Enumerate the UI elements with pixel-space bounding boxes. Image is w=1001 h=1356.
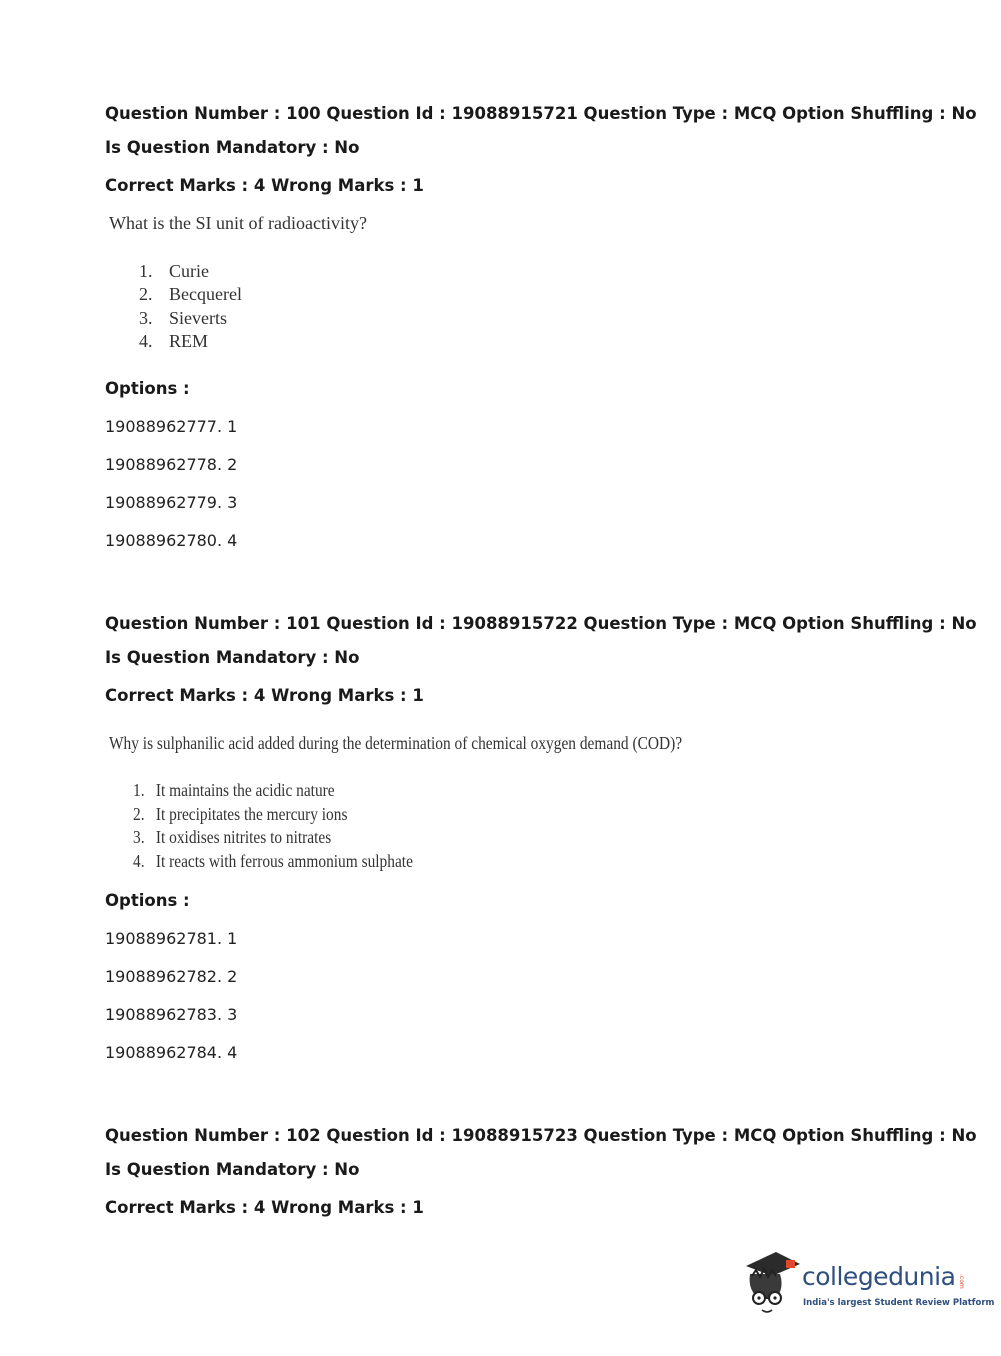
option-item: 19088962777. 1 — [105, 417, 238, 436]
choice-item: 1. It maintains the acidic nature — [133, 780, 335, 800]
option-item: 19088962782. 2 — [105, 967, 238, 986]
question-marks: Correct Marks : 4 Wrong Marks : 1 — [105, 176, 424, 195]
option-item: 19088962781. 1 — [105, 929, 238, 948]
choice-item: 4. It reacts with ferrous ammonium sulphate — [133, 851, 413, 871]
collegedunia-logo — [742, 1250, 995, 1320]
choice-item: 1. Curie — [139, 261, 209, 281]
mascot-icon — [742, 1250, 804, 1318]
question-text: Why is sulphanilic acid added during the determination of chemical oxygen demand (COD)? — [109, 733, 683, 753]
options-label: Options : — [105, 379, 190, 398]
choice-item: 2. Becquerel — [139, 284, 242, 304]
option-item: 19088962780. 4 — [105, 531, 238, 550]
question-meta: Question Number : 101 Question Id : 19088915722 Question Type : MCQ Option Shuffling : No — [105, 614, 977, 633]
option-item: 19088962783. 3 — [105, 1005, 238, 1024]
question-text: What is the SI unit of radioactivity? — [109, 213, 367, 233]
choice-item: 3. Sieverts — [139, 308, 227, 328]
logo-suffix: .com — [958, 1274, 965, 1289]
question-marks: Correct Marks : 4 Wrong Marks : 1 — [105, 1198, 424, 1217]
logo-tagline: India's largest Student Review Platform — [803, 1298, 995, 1308]
question-mandatory: Is Question Mandatory : No — [105, 138, 360, 157]
option-item: 19088962779. 3 — [105, 493, 238, 512]
option-item: 19088962784. 4 — [105, 1043, 238, 1062]
question-mandatory: Is Question Mandatory : No — [105, 648, 360, 667]
question-meta: Question Number : 100 Question Id : 19088915721 Question Type : MCQ Option Shuffling : No — [105, 104, 977, 123]
question-mandatory: Is Question Mandatory : No — [105, 1160, 360, 1179]
choice-item: 4. REM — [139, 331, 209, 351]
logo-name: collegedunia — [802, 1262, 956, 1291]
question-marks: Correct Marks : 4 Wrong Marks : 1 — [105, 686, 424, 705]
choice-item: 2. It precipitates the mercury ions — [133, 804, 348, 824]
question-meta: Question Number : 102 Question Id : 19088915723 Question Type : MCQ Option Shuffling : No — [105, 1126, 977, 1145]
choice-item: 3. It oxidises nitrites to nitrates — [133, 827, 332, 847]
option-item: 19088962778. 2 — [105, 455, 238, 474]
options-label: Options : — [105, 891, 190, 910]
